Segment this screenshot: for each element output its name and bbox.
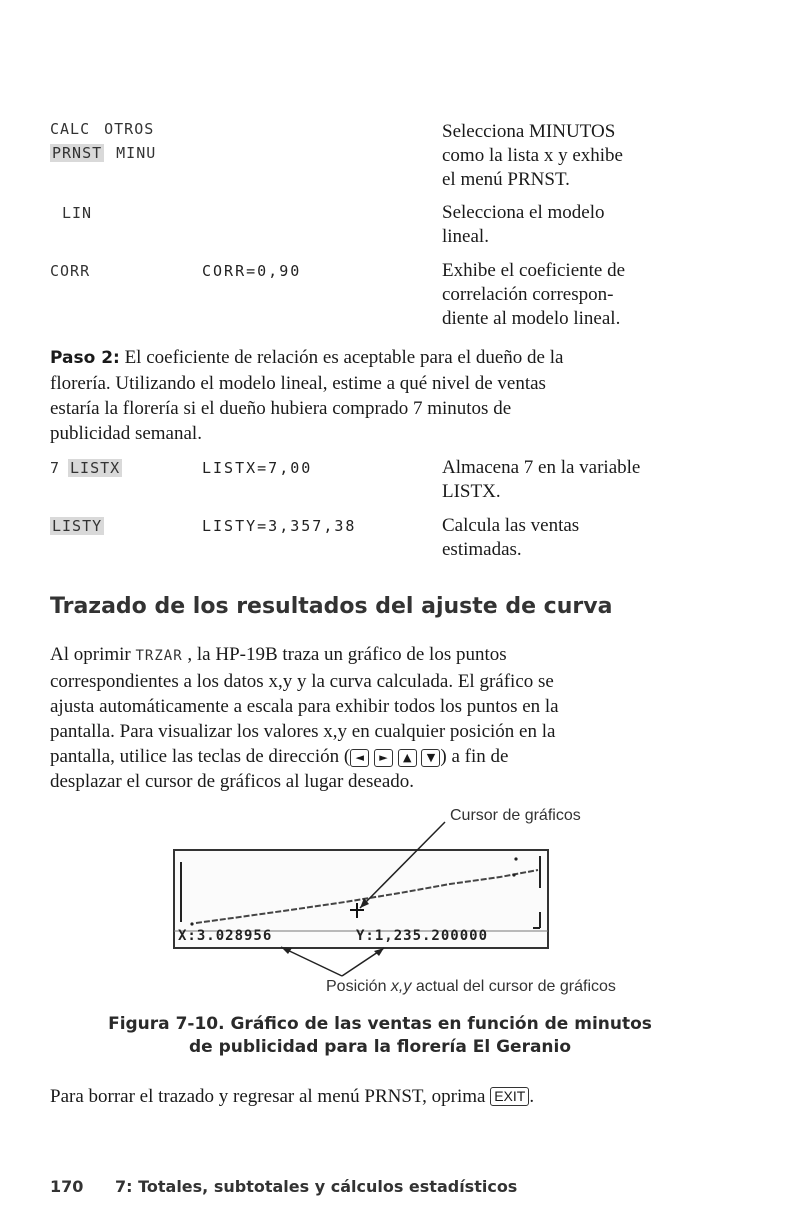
page-number: 170 bbox=[50, 1177, 84, 1196]
chapter-title: 7: Totales, subtotales y cálculos estadísticos bbox=[114, 1177, 518, 1196]
display-corr: CORR=0,90 bbox=[202, 262, 302, 280]
arrow-left-key-icon[interactable]: ◄ bbox=[350, 749, 369, 767]
y-readout: Y:1,235.200000 bbox=[356, 928, 489, 944]
exit-paragraph: Para borrar el trazado y regresar al menú PRNST, oprima EXIT . bbox=[50, 1086, 535, 1107]
figure-graph bbox=[0, 800, 793, 1000]
graph-svg bbox=[0, 800, 793, 1000]
key-lin[interactable]: LIN bbox=[62, 204, 93, 222]
key-trzar[interactable]: TRZAR bbox=[135, 648, 183, 664]
key-listy[interactable]: LISTY bbox=[52, 517, 103, 535]
x-readout: X:3.028956 bbox=[178, 928, 273, 944]
page-footer bbox=[50, 1177, 517, 1196]
arrow-down-key-icon[interactable]: ▼ bbox=[421, 749, 440, 767]
data-point bbox=[190, 922, 193, 925]
y-readout-arrowhead bbox=[374, 948, 384, 956]
cursor-label: Cursor de gráficos bbox=[450, 807, 581, 824]
step-description: Selecciona el modelo lineal. bbox=[442, 202, 605, 247]
arrow-right-key-icon[interactable]: ► bbox=[374, 749, 393, 767]
data-point bbox=[512, 873, 515, 876]
exit-key[interactable]: EXIT bbox=[490, 1087, 529, 1106]
step-description: Selecciona MINUTOS como la lista x y exhibe el menú PRNST. bbox=[442, 121, 623, 190]
step-description: Exhibe el coeficiente de correlación correspon- diente al modelo lineal. bbox=[442, 260, 626, 329]
body-paragraph: Al oprimir TRZAR , la HP-19B traza un gráfico de los puntos correspondientes a los datos x,y y la curva calculada. El gráfico se ajusta automáticamente a escala para exhibir todos los puntos en la pantalla. Para visualizar los valores x,y en cualquier posición en la pantalla, utilice las teclas de dirección ( ◄ ► ▲ ▼ ) a fin de desplazar el cursor de gráficos al lugar deseado. bbox=[50, 644, 559, 792]
arrow-up-key-icon[interactable]: ▲ bbox=[398, 749, 417, 767]
step-description: Almacena 7 en la variable LISTX. bbox=[442, 457, 641, 502]
key-minu[interactable]: MINU bbox=[116, 144, 157, 162]
data-point bbox=[514, 857, 517, 860]
key-calc[interactable]: CALC bbox=[50, 120, 91, 138]
paso2-paragraph: Paso 2: El coeficiente de relación es aceptable para el dueño de la florería. Utilizando el modelo lineal, estime a qué nivel de ventas estaría la florería si el dueño hubiera comprado 7 minutos de publicidad semanal. bbox=[50, 347, 564, 444]
key-otros[interactable]: OTROS bbox=[104, 120, 155, 138]
key-listx[interactable]: LISTX bbox=[70, 459, 121, 477]
step-description: Calcula las ventas estimadas. bbox=[442, 515, 580, 560]
x-readout-arrow bbox=[281, 947, 342, 976]
figure-caption: Figura 7-10. Gráfico de las ventas en función de minutos de publicidad para la florería El Geranio bbox=[108, 1014, 652, 1057]
key-prnst[interactable]: PRNST bbox=[52, 144, 103, 162]
section-heading: Trazado de los resultados del ajuste de curva bbox=[50, 594, 613, 619]
x-readout-arrowhead bbox=[281, 947, 292, 954]
display-listy: LISTY=3,357,38 bbox=[202, 517, 357, 535]
position-label: Posición x,y actual del cursor de gráficos bbox=[326, 978, 616, 995]
key-corr[interactable]: CORR bbox=[50, 262, 91, 280]
paso2-label: Paso 2: bbox=[50, 348, 120, 368]
number-7: 7 bbox=[50, 459, 61, 477]
display-listx: LISTX=7,00 bbox=[202, 459, 313, 477]
